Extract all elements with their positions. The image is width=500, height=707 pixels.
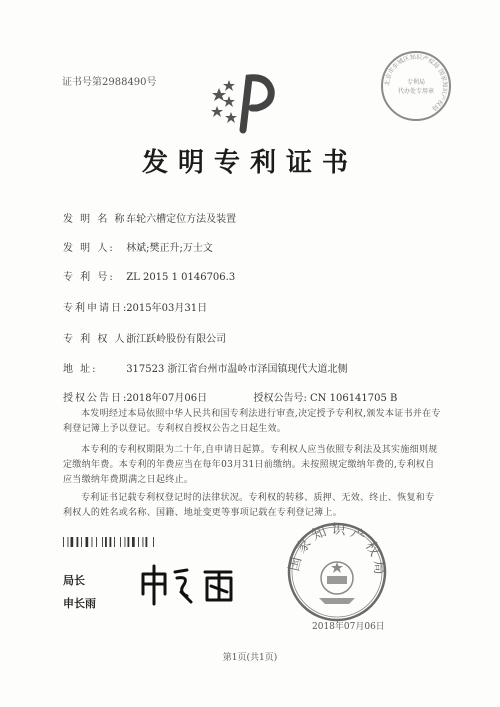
barcode-bar [81, 537, 82, 547]
field-label: 发 明 名 称: [63, 214, 132, 225]
director-title: 局长 [63, 574, 85, 587]
barcode-bar [92, 537, 93, 547]
grant-number: CN 106141705 B [310, 393, 398, 404]
field-label: 专 利 权 人: [63, 334, 132, 345]
barcode-bar [102, 537, 103, 547]
field-inventors [63, 239, 213, 254]
paragraph: 专利证书记载专利权登记时的法律状况。专利权的转移、质押、无效、终止、恢复和专利权人的姓名或名称、国籍、地址变更等事项记载在专利登记簿上。 [63, 493, 435, 518]
barcode-bar [153, 537, 154, 547]
barcode-bar [96, 537, 97, 547]
paragraph: 本发明经过本局依照中华人民共和国专利法进行审查,决定授予专利权,颁发本证书并在专利登记簿上予以登记。专利权自授权公告之日起生效。 [63, 409, 441, 434]
field-value: ZL 2015 1 0146706.3 [126, 272, 236, 283]
barcode-bar [146, 537, 148, 547]
field-patent-number [63, 268, 235, 283]
field-label: 专利申请日: [63, 303, 129, 314]
barcode-bar [138, 537, 139, 547]
field-grant-publication [63, 389, 397, 404]
page-footer: 第1页(共1页) [222, 653, 278, 663]
paragraph: 本专利的专利权期限为二十年,自申请日起算。专利权人应当依照专利法及其实施细则规定缴纳年费。本专利的年费应当在每年03月31日前缴纳。未按照规定缴纳年费的,专利权自应当缴纳年费期满之日起终止。 [63, 445, 438, 485]
svg-text:代办处专用章: 代办处专用章 [397, 88, 435, 95]
director-name: 申长雨 [63, 597, 96, 610]
barcode-bar [120, 537, 121, 547]
field-value: 浙江跃岭股份有限公司 [126, 334, 227, 345]
page-title: 发明专利证书 [141, 148, 358, 178]
barcode-bar [132, 537, 135, 547]
signature-icon [135, 562, 255, 607]
barcode-bar [128, 537, 130, 547]
field-address [63, 360, 348, 375]
grant-date: 2018年07月06日 [126, 393, 208, 404]
svg-text:北京市东城区知识产权局 国家知识产权局: 北京市东城区知识产权局 国家知识产权局 [383, 53, 449, 112]
agency-seal-icon [378, 48, 454, 124]
field-value: 317523 浙江省台州市温岭市泽国镇现代大道北侧 [126, 364, 348, 375]
seal-date: 2018年07月06日 [312, 622, 385, 632]
field-label: 发 明 人: [63, 243, 115, 254]
barcode-bar [105, 537, 107, 547]
field-patentee [63, 330, 226, 345]
svg-text:国家知识产权局: 国家知识产权局 [286, 521, 388, 580]
barcode-bar [77, 537, 79, 547]
barcode-bar [110, 537, 112, 547]
field-invention-name [63, 210, 236, 225]
field-label: 授权公告日: [63, 393, 129, 404]
field-application-date [63, 299, 207, 314]
barcode-bar [63, 537, 64, 547]
barcode-bar [68, 537, 69, 547]
field-value: 林斌;樊正升;万士文 [126, 243, 213, 254]
grant-number-label: 授权公告号: [253, 393, 307, 404]
barcode-bar [71, 537, 74, 547]
barcode-bar [114, 537, 115, 547]
patent-office-logo-icon [205, 58, 285, 138]
barcode-bar [143, 537, 144, 547]
field-value: 车轮六槽定位方法及装置 [126, 214, 237, 225]
field-label: 地 址: [63, 364, 98, 375]
field-value: 2015年03月31日 [126, 303, 208, 314]
field-label: 专 利 号: [63, 272, 115, 283]
national-ipa-seal-icon [285, 520, 389, 624]
certificate-number: 证书号第2988490号 [62, 77, 157, 88]
barcode-bar [86, 537, 89, 547]
barcode-bar [125, 537, 126, 547]
svg-text:专利局: 专利局 [406, 79, 426, 86]
barcode-icon [63, 537, 183, 547]
